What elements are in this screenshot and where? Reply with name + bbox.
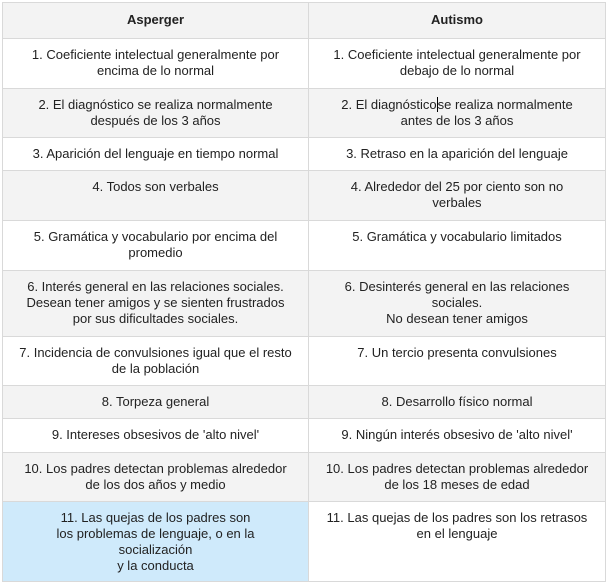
table-row <box>3 39 606 89</box>
table-row <box>3 453 606 502</box>
cell-autismo[interactable] <box>309 89 606 138</box>
cell-autismo[interactable]: 10. Los padres detectan problemas alrededor de los 18 meses de edad <box>309 453 606 502</box>
cell-asperger[interactable]: 3. Aparición del lenguaje en tiempo normal <box>3 138 309 171</box>
cell-text-before-cursor: 2. El diagnóstico <box>341 97 437 112</box>
cell-autismo[interactable]: 8. Desarrollo físico normal <box>309 386 606 419</box>
table-row <box>3 89 606 138</box>
table-row <box>3 171 606 221</box>
table-row <box>3 271 606 337</box>
table-row <box>3 419 606 453</box>
cell-asperger[interactable]: 4. Todos son verbales <box>3 171 309 221</box>
header-row <box>3 3 606 39</box>
cell-asperger-selected[interactable]: 11. Las quejas de los padres son los problemas de lenguaje, o en la socialización y la conducta <box>3 502 309 582</box>
comparison-table <box>2 2 606 582</box>
table-row <box>3 221 606 271</box>
cell-asperger[interactable]: 2. El diagnóstico se realiza normalmente después de los 3 años <box>3 89 309 138</box>
table-row <box>3 502 606 582</box>
header-autismo[interactable]: Autismo <box>309 3 606 39</box>
cell-asperger[interactable]: 10. Los padres detectan problemas alrededor de los dos años y medio <box>3 453 309 502</box>
cell-asperger[interactable]: 5. Gramática y vocabulario por encima del promedio <box>3 221 309 271</box>
cell-asperger[interactable]: 9. Intereses obsesivos de 'alto nivel' <box>3 419 309 453</box>
cell-autismo[interactable]: 6. Desinterés general en las relaciones sociales. No desean tener amigos <box>309 271 606 337</box>
table-row <box>3 138 606 171</box>
table-row <box>3 337 606 386</box>
cell-autismo[interactable]: 4. Alrededor del 25 por ciento son no verbales <box>309 171 606 221</box>
cell-autismo[interactable]: 1. Coeficiente intelectual generalmente por debajo de lo normal <box>309 39 606 89</box>
cell-text-after-cursor: se realiza normalmente antes de los 3 años <box>400 97 573 128</box>
cell-autismo[interactable]: 3. Retraso en la aparición del lenguaje <box>309 138 606 171</box>
cell-asperger[interactable]: 6. Interés general en las relaciones sociales. Desean tener amigos y se sienten frustrados por sus dificultades sociales. <box>3 271 309 337</box>
cell-autismo[interactable]: 5. Gramática y vocabulario limitados <box>309 221 606 271</box>
table-row <box>3 386 606 419</box>
cell-asperger[interactable]: 7. Incidencia de convulsiones igual que el resto de la población <box>3 337 309 386</box>
cell-autismo[interactable]: 9. Ningún interés obsesivo de 'alto nivel' <box>309 419 606 453</box>
cell-asperger[interactable]: 1. Coeficiente intelectual generalmente por encima de lo normal <box>3 39 309 89</box>
header-asperger[interactable]: Asperger <box>3 3 309 39</box>
cell-asperger[interactable]: 8. Torpeza general <box>3 386 309 419</box>
cell-autismo[interactable]: 7. Un tercio presenta convulsiones <box>309 337 606 386</box>
cell-autismo[interactable]: 11. Las quejas de los padres son los retrasos en el lenguaje <box>309 502 606 582</box>
